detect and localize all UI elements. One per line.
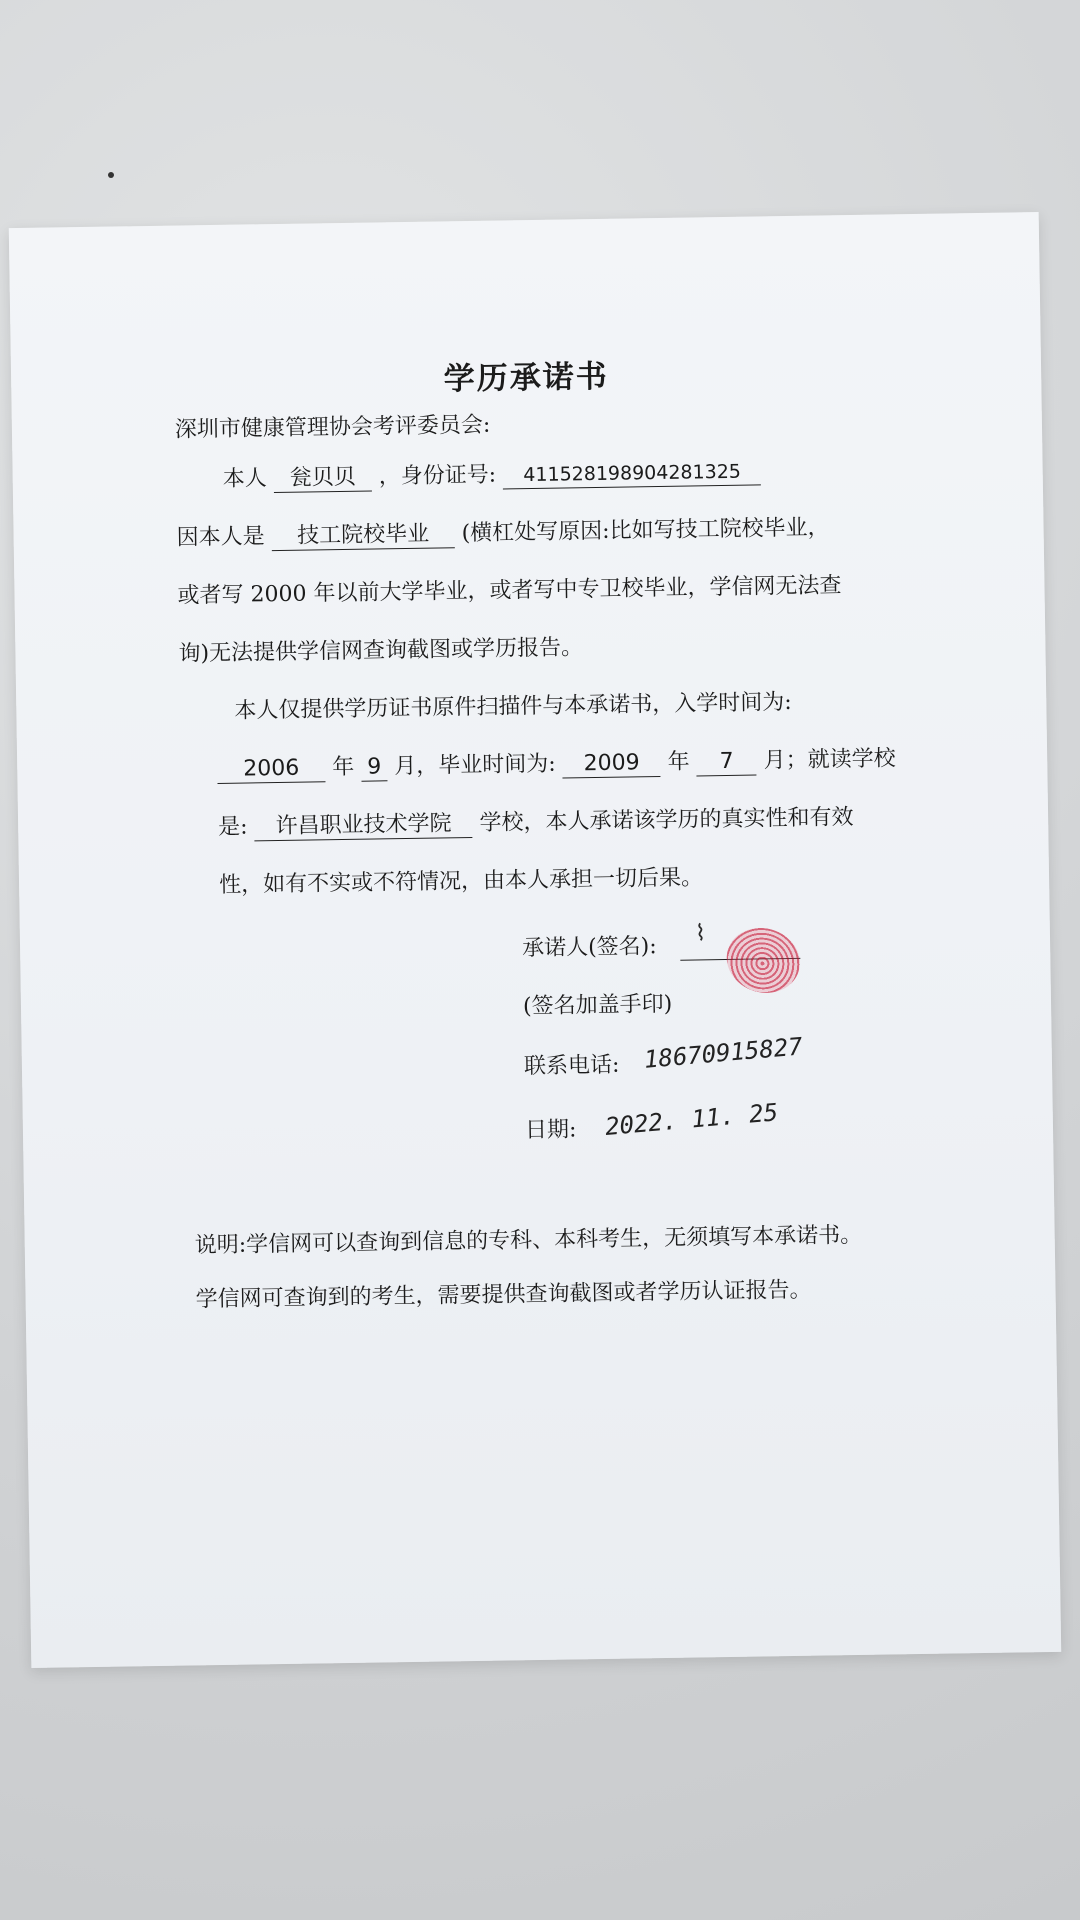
signature-note: (签名加盖手印) <box>522 991 673 1020</box>
year-char: 年 <box>332 754 355 781</box>
enrollment-dates-line <box>217 744 896 785</box>
name-field: 瓮贝贝 <box>274 465 372 494</box>
school-line <box>218 803 854 843</box>
phone-value: 18670915827 <box>642 1032 804 1074</box>
signature-label: 承诺人(签名): <box>521 934 657 962</box>
year-char-2: 年 <box>667 749 690 775</box>
thumbprint-stamp <box>719 919 809 1002</box>
reason-prefix: 因本人是 <box>176 524 265 551</box>
reason-explanation-end: 询)无法提供学信网查询截图或学历报告。 <box>178 635 584 667</box>
date-value: 2022. 11. 25 <box>603 1098 780 1141</box>
reason-line <box>176 513 829 553</box>
document-paper <box>9 212 1061 1668</box>
addressee: 深圳市健康管理协会考评委员会: <box>174 412 491 443</box>
id-label: ，身份证号: <box>378 462 497 490</box>
desk-mark <box>108 172 114 178</box>
phone-label: 联系电话: <box>523 1052 620 1080</box>
reason-explanation-line: 或者写 2000 年以前大学毕业，或者写中专卫校毕业，学信网无法查 <box>177 573 842 609</box>
entry-year-field: 2006 <box>217 755 325 784</box>
signature-mark: ⌇ <box>691 920 708 948</box>
school-prefix: 是: <box>217 814 248 840</box>
reason-field: 技工院校毕业 <box>271 521 454 551</box>
school-field: 许昌职业技术学院 <box>254 811 472 841</box>
school-label: 月；就读学校 <box>763 746 896 774</box>
enrollment-intro: 本人仅提供学历证书原件扫描件与本承诺书，入学时间为: <box>234 689 792 724</box>
grad-month-field: 7 <box>696 748 756 776</box>
document-title: 学历承诺书 <box>443 358 609 398</box>
note-line-2: 学信网可查询到的考生，需要提供查询截图或者学历认证报告。 <box>195 1277 812 1313</box>
date-label: 日期: <box>524 1117 577 1144</box>
note-line-1: 说明:学信网可以查询到信息的专科、本科考生，无须填写本承诺书。 <box>194 1222 863 1259</box>
entry-month-field: 9 <box>361 754 387 781</box>
graduation-label: 月，毕业时间为: <box>394 751 556 780</box>
id-number-field: 411528198904281325 <box>503 458 761 489</box>
grad-year-field: 2009 <box>562 750 660 779</box>
reason-suffix: (横杠处写原因:比如写技工院校毕业， <box>461 515 830 547</box>
responsibility-line: 性，如有不实或不符情况，由本人承担一切后果。 <box>218 865 704 898</box>
identity-line <box>222 456 761 494</box>
school-suffix: 学校，本人承诺该学历的真实性和有效 <box>479 804 854 836</box>
identity-prefix: 本人 <box>222 466 267 492</box>
